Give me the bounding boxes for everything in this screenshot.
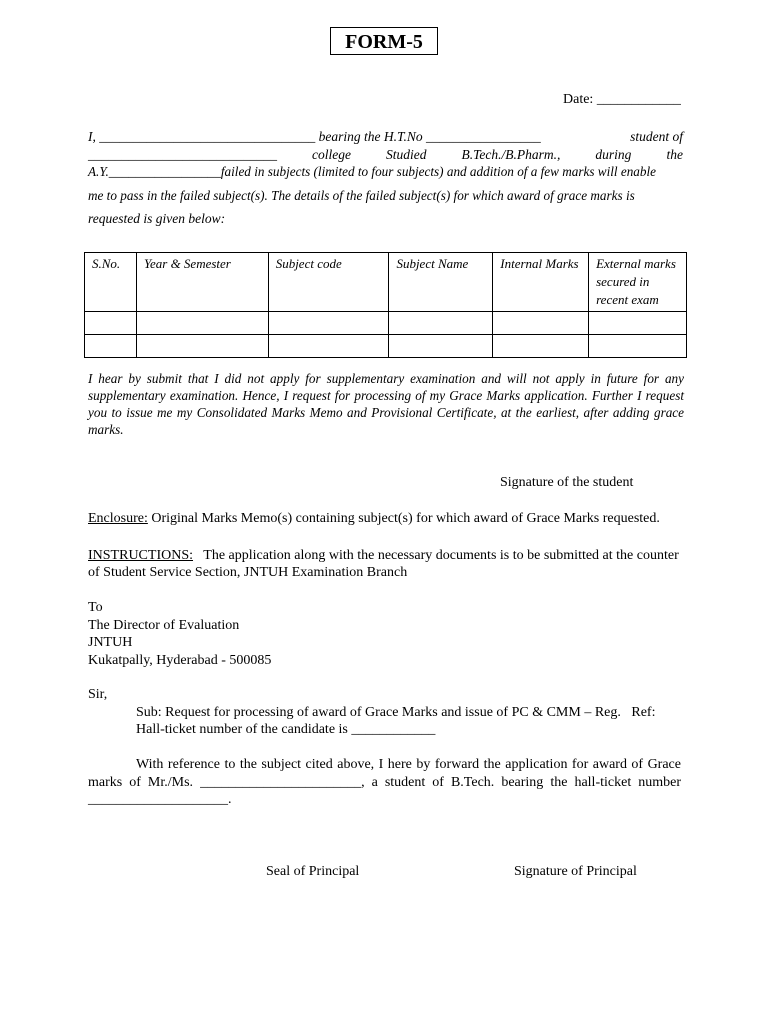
college-text: college xyxy=(312,147,351,162)
address-line-2: JNTUH xyxy=(88,635,133,650)
table-cell xyxy=(136,312,268,335)
address-block xyxy=(88,599,271,669)
instructions-label: INSTRUCTIONS: xyxy=(88,548,194,563)
enclosure-line xyxy=(88,511,660,527)
failed-subjects-table xyxy=(84,252,687,358)
principal-signature-label: Signature of Principal xyxy=(514,864,637,879)
instructions-block xyxy=(88,547,684,581)
instructions-text: The application along with the necessary documents is to be submitted at the counter of Student Service Section, JNTUH Examination Branch xyxy=(88,548,683,580)
address-line-3: Kukatpally, Hyderabad - 500085 xyxy=(88,652,272,668)
name-htno-blank: I, ________________________________ bearing the H.T.No _________________ xyxy=(88,129,541,144)
table-row xyxy=(85,312,687,335)
intro-line-4: me to pass in the failed subject(s). The details of the failed subject(s) for which award of grace marks is xyxy=(88,188,635,203)
studied-text: Studied xyxy=(386,147,427,162)
address-line-1: The Director of Evaluation xyxy=(88,617,240,633)
header-external-marks: External marks secured in recent exam xyxy=(589,253,687,312)
hallticket-line: Hall-ticket number of the candidate is ____________ xyxy=(136,722,436,737)
table-cell xyxy=(268,335,389,358)
reference-paragraph xyxy=(88,756,681,809)
during-text: during xyxy=(595,147,632,162)
table-cell xyxy=(85,312,137,335)
intro-line-3: A.Y._________________failed in subjects (limited to four subjects) and addition of a few marks will enable xyxy=(88,164,657,179)
student-of-text: student of xyxy=(630,129,683,144)
table-cell xyxy=(389,312,493,335)
table-header-row xyxy=(85,253,687,312)
declaration-paragraph: I hear by submit that I did not apply for supplementary examination and will not apply in future for any supplementary examination. Hence, I request for processing of my Grace Marks application. Further I request you to issue me my Consolidated Marks Memo and Provisional Certificate, at the earliest, after adding grace marks. xyxy=(88,371,684,437)
table-cell xyxy=(493,312,589,335)
header-internal-marks: Internal Marks xyxy=(493,253,589,312)
date-field: Date: ____________ xyxy=(563,92,681,107)
form-title: FORM-5 xyxy=(330,27,438,55)
the-text: the xyxy=(666,147,683,162)
enclosure-label: Enclosure: xyxy=(88,511,148,526)
student-signature-label: Signature of the student xyxy=(500,475,634,490)
subject-line: Sub: Request for processing of award of Grace Marks and issue of PC & CMM – Reg. Ref: xyxy=(136,705,656,720)
college-blank: ____________________________ xyxy=(88,147,277,162)
table-row xyxy=(85,335,687,358)
header-year-semester: Year & Semester xyxy=(136,253,268,312)
address-to: To xyxy=(88,600,103,615)
table-cell xyxy=(589,312,687,335)
table-cell xyxy=(589,335,687,358)
reference-text: With reference to the subject cited above, I here by forward the application for award of Grace marks of Mr./Ms. _______________________, a student of B.Tech. bearing the hall-ticket number ____________________. xyxy=(88,757,681,807)
intro-line-1 xyxy=(88,129,683,145)
header-sno: S.No. xyxy=(85,253,137,312)
intro-line-5: requested is given below: xyxy=(88,211,226,226)
header-subject-code: Subject code xyxy=(268,253,389,312)
course-text: B.Tech./B.Pharm., xyxy=(461,147,561,162)
salutation: Sir, xyxy=(88,687,108,702)
table-cell xyxy=(268,312,389,335)
principal-seal-label: Seal of Principal xyxy=(266,864,360,879)
table-cell xyxy=(389,335,493,358)
intro-line-2 xyxy=(88,147,683,163)
enclosure-text: Original Marks Memo(s) containing subject(s) for which award of Grace Marks requested. xyxy=(147,511,660,526)
table-cell xyxy=(136,335,268,358)
table-cell xyxy=(85,335,137,358)
table-cell xyxy=(493,335,589,358)
header-subject-name: Subject Name xyxy=(389,253,493,312)
subject-block xyxy=(136,704,655,738)
